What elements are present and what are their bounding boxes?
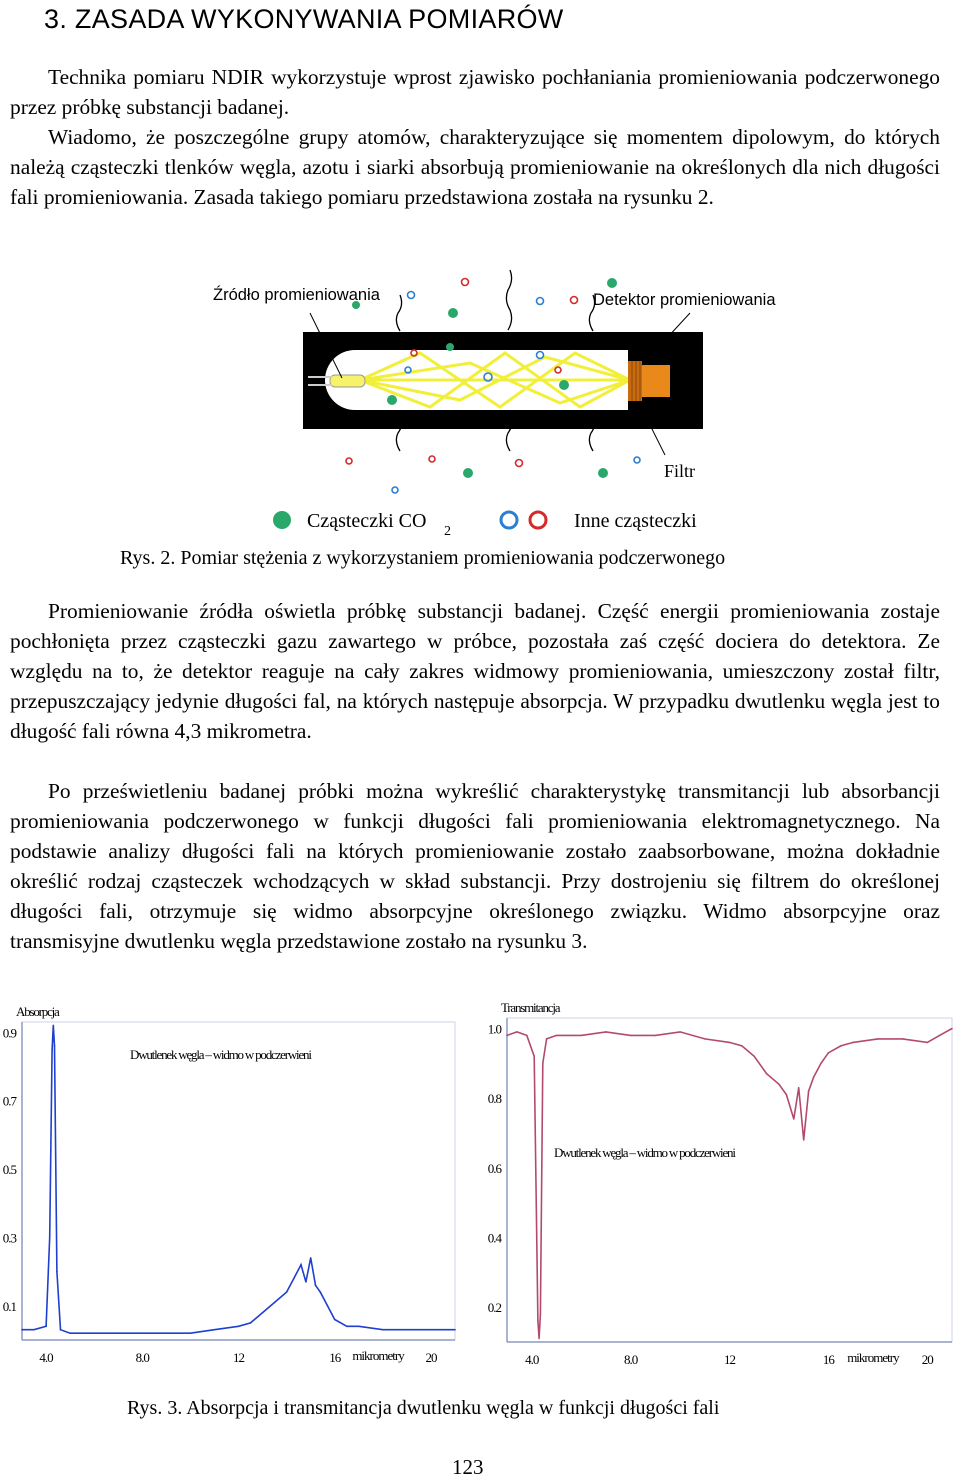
data-point [293, 1278, 295, 1280]
data-point [803, 1139, 805, 1141]
y-tick-label: 0.1 [2, 1298, 16, 1314]
x-tick-label: 12 [233, 1350, 244, 1365]
absorption-chart [3, 1004, 456, 1365]
data-point [537, 1320, 539, 1322]
data-point [516, 1031, 518, 1033]
data-point [798, 1087, 800, 1089]
data-point [69, 1332, 71, 1334]
data-point [538, 1338, 540, 1340]
data-point [951, 1028, 953, 1030]
y-tick-label: 0.7 [2, 1093, 16, 1109]
transmittance-chart [488, 1000, 953, 1367]
data-point [166, 1332, 168, 1334]
y-tick-label: 0.3 [2, 1230, 16, 1246]
paragraph-spectrum: Po prześwietleniu badanej próbki można wykreślić charakterystykę transmitancji lub absorbancji promieniowania podczerwonego w funkcji długości fali promieniowania elektromagnetycznego. Na podstawie analizy długości fali na których promieniowanie zostało zaabsorbowane, można dokładnie określić rodzaj cząsteczek wchodzących w skład substancji. Przy dostrojeniu się filtrem do określonej długości fali, otrzymuje się widmo absorpcyjne określonego związku. Widmo absorpcyjne oraz transmisyjne dwutlenku węgla przedstawione zostało na rysunku 3. [10, 779, 940, 953]
data-point [533, 1056, 535, 1058]
data-point [655, 1035, 657, 1037]
x-tick-label: 8.0 [623, 1352, 638, 1367]
data-point [214, 1329, 216, 1331]
legend-other-blue-marker [501, 512, 517, 528]
data-point [605, 1031, 607, 1033]
data-point [813, 1076, 815, 1078]
detector-block [628, 361, 670, 401]
data-point [556, 1035, 558, 1037]
data-point [300, 1264, 302, 1266]
y-tick-label: 0.6 [487, 1160, 501, 1176]
x-axis-label: mikrometry [352, 1348, 404, 1363]
data-point [286, 1291, 288, 1293]
y-tick-label: 0.5 [2, 1162, 16, 1178]
data-point [51, 1049, 53, 1051]
x-axis-label: mikrometry [847, 1350, 899, 1365]
legend-other-red-marker [530, 512, 546, 528]
data-point [93, 1332, 95, 1334]
data-point [142, 1332, 144, 1334]
legend-co2-marker [273, 511, 291, 529]
data-point [840, 1045, 842, 1047]
data-point [580, 1035, 582, 1037]
figure2-caption: Rys. 2. Pomiar stężenia z wykorzystaniem promieniowania podczerwonego [120, 547, 726, 569]
filter-label: Filtr [664, 461, 696, 481]
data-point [238, 1326, 240, 1328]
data-point [310, 1257, 312, 1259]
legend-co2-label: Cząsteczki CO [307, 510, 427, 532]
source-label: Źródło promieniowania [213, 286, 380, 304]
data-point [430, 1329, 432, 1331]
data-point [315, 1285, 317, 1287]
data-point [382, 1329, 384, 1331]
data-point [526, 1035, 528, 1037]
data-point [60, 1329, 62, 1331]
x-tick-label: 16 [329, 1350, 341, 1365]
plot-frame [507, 1018, 952, 1342]
page-number: 123 [452, 1455, 484, 1479]
data-point [327, 1305, 329, 1307]
data-point [828, 1052, 830, 1054]
data-point [274, 1302, 276, 1304]
data-point [542, 1063, 544, 1065]
data-point [630, 1035, 632, 1037]
data-point [939, 1035, 941, 1037]
data-point [927, 1042, 929, 1044]
x-tick-label: 20 [425, 1350, 437, 1365]
data-point [190, 1332, 192, 1334]
data-point [902, 1038, 904, 1040]
y-tick-label: 0.4 [487, 1230, 501, 1246]
x-tick-label: 4.0 [525, 1352, 539, 1367]
data-point [753, 1056, 755, 1058]
y-tick-label: 1.0 [487, 1021, 501, 1037]
x-tick-label: 12 [724, 1352, 735, 1367]
data-point [540, 1313, 542, 1315]
figure3-caption: Rys. 3. Absorpcja i transmitancja dwutlenku węgla w funkcji długości fali [127, 1397, 720, 1419]
data-point [852, 1042, 854, 1044]
data-point [793, 1118, 795, 1120]
x-tick-label: 4.0 [39, 1350, 53, 1365]
data-point [54, 1045, 56, 1047]
data-point [49, 1237, 51, 1239]
data-point [679, 1031, 681, 1033]
data-point [320, 1291, 322, 1293]
data-point [305, 1281, 307, 1283]
data-point [334, 1319, 336, 1321]
data-point [766, 1073, 768, 1075]
section-heading: 3. ZASADA WYKONYWANIA POMIARÓW [44, 4, 564, 34]
chart-title: Dwutlenek węgla – widmo w podczerwieni [554, 1145, 735, 1160]
data-point [546, 1038, 548, 1040]
y-tick-label: 0.9 [2, 1025, 16, 1041]
plot-frame [22, 1022, 455, 1340]
x-tick-label: 8.0 [135, 1350, 149, 1365]
data-point [358, 1326, 360, 1328]
paragraph-filter: Promieniowanie źródła oświetla próbkę substancji badanej. Część energii promieniowania zostaje pochłonięta przez cząsteczki gazu zawartego w próbce, pozostała zaś część dociera do detektora. Ze względu na to, że detektor reaguje na cały zakres widmowy promieniowania, umieszczony został filtr, przepuszczający jedynie długości fal, na których następuje absorpcja. W przypadku dwutlenku węgla jest to długość fali równa 4,3 mikrometra. [10, 599, 940, 743]
x-tick-label: 16 [822, 1352, 834, 1367]
data-point [454, 1329, 456, 1331]
detector-label: Detektor promieniowania [593, 291, 776, 309]
data-point [778, 1083, 780, 1085]
chart-title: Dwutlenek węgla – widmo w podczerwieni [130, 1047, 311, 1062]
paragraph-intro: Technika pomiaru NDIR wykorzystuje wprost zjawisko pochłaniania promieniowania podczerwonego przez próbkę substancji badanej. [10, 65, 940, 119]
data-point [729, 1042, 731, 1044]
data-point [704, 1038, 706, 1040]
ndir-measurement-diagram [0, 255, 960, 585]
data-point [250, 1322, 252, 1324]
data-point [56, 1271, 58, 1273]
legend-other-label: Inne cząsteczki [574, 510, 697, 532]
paragraph-dipole: Wiadomo, że poszczególne grupy atomów, charakteryzujące się momentem dipolowym, do których należą cząsteczki tlenków węgla, azotu i siarki absorbują promieniowanie na określonych dla nich długości fali promieniowania. Zasada takiego pomiaru przedstawiona została na rysunku 2. [10, 125, 940, 209]
data-point [33, 1329, 35, 1331]
data-point [45, 1326, 47, 1328]
data-point [346, 1326, 348, 1328]
data-point [877, 1038, 879, 1040]
y-axis-label: Transmitancja [501, 1000, 560, 1015]
data-point [406, 1329, 408, 1331]
y-tick-label: 0.8 [487, 1091, 501, 1107]
data-point [117, 1332, 119, 1334]
data-point [53, 1025, 55, 1027]
data-point [21, 1329, 23, 1331]
x-tick-label: 20 [921, 1352, 933, 1367]
data-point [808, 1090, 810, 1092]
data-point [786, 1094, 788, 1096]
y-axis-label: Absorpcja [16, 1004, 59, 1019]
data-point [262, 1312, 264, 1314]
data-point [741, 1045, 743, 1047]
data-point [820, 1063, 822, 1065]
y-tick-label: 0.2 [487, 1300, 501, 1316]
co2-spectra-figure [0, 995, 960, 1385]
data-point [506, 1035, 508, 1037]
legend-co2-subscript: 2 [444, 524, 451, 539]
